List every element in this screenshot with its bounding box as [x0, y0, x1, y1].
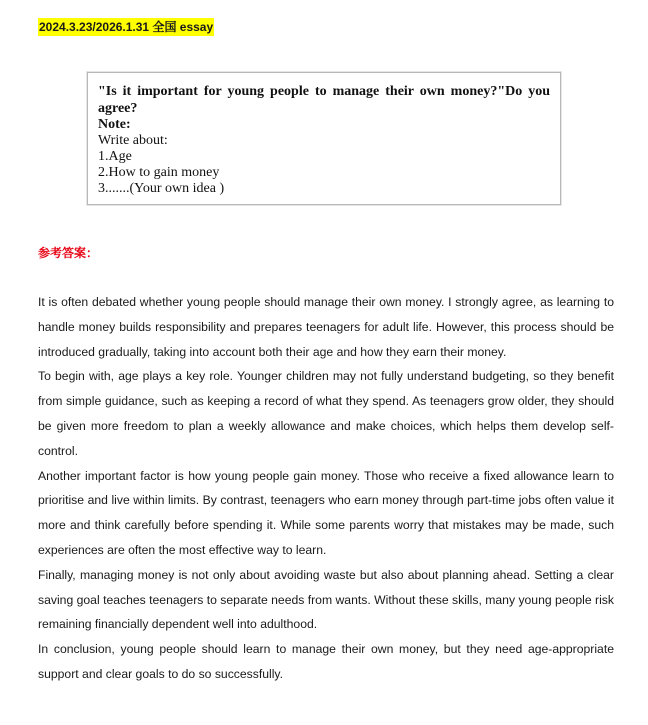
prompt-line: 2.How to gain money: [98, 165, 220, 180]
essay-paragraph: In conclusion, young people should learn to manage their own money, but they need age-appropriate support and clear goals to do so successfully.: [38, 642, 614, 681]
essay-body: [38, 290, 614, 687]
answer-heading: 参考答案：: [38, 246, 99, 260]
page-title: 2024.3.23/2026.1.31 全国 essay: [39, 20, 214, 34]
prompt-question: "Is it important for young people to manage their own money?"Do you agree?: [98, 84, 550, 116]
essay-paragraph: To begin with, age plays a key role. Younger children may not fully understand budgeting, so they benefit from simple guidance, such as keeping a record of what they spend. As teenagers grow older, they should be given more freedom to plan a weekly allowance and make choices, which helps them develop self-control.: [38, 369, 614, 458]
essay-paragraph: Another important factor is how young people gain money. Those who receive a fixed allowance learn to prioritise and live within limits. By contrast, teenagers who earn money through part-time jobs often value it more and think carefully before spending it. While some parents worry that mistakes may be made, such experiences are often the most effective way to learn.: [38, 468, 614, 557]
prompt-line: 3.......(Your own idea ): [98, 181, 225, 196]
essay-paragraph: Finally, managing money is not only about avoiding waste but also about planning ahead. Setting a clear saving goal teaches teenagers to separate needs from wants. Without these skills, many young people risk remaining financially dependent well into adulthood.: [38, 567, 614, 632]
prompt-note-label: Note:: [98, 117, 131, 132]
prompt-line: 1.Age: [98, 149, 132, 164]
essay-paragraph: It is often debated whether young people should manage their own money. I strongly agree, as learning to handle money builds responsibility and prepares teenagers for adult life. However, this process should be introduced gradually, taking into account both their age and how they earn their money.: [38, 295, 614, 359]
essay-prompt-box: [87, 72, 561, 205]
prompt-line: Write about:: [98, 133, 168, 148]
